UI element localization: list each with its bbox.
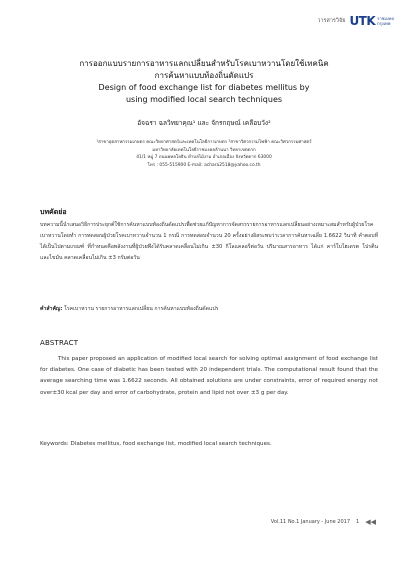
author-names: อัจฉรา ฉลวิทยาคุณ¹ และ จักรกฤษณ์ เคลือบวัง²: [137, 119, 271, 127]
abstract-english-block: [40, 354, 378, 399]
keywords-english: [40, 441, 378, 447]
abstract-english-body: This paper proposed an application of modified local search for solving optimal assignment of food exchange list for diabetes. One case of diabetic has been tested with 20 independent trials. The computational result found that the average searching time was 1.6622 seconds. All obtained solutions are under constraints, error of required energy not over±30 kcal per day and error of carbohydrate, protein and lipid not over ±3 g per day.: [40, 356, 378, 396]
affiliation-line1: ¹สาขาอุตสาหกรรมเกษตร คณะวิทยาศาสตร์และเทคโนโลยีการเกษตร ²สาขาวิศวกรรมไฟฟ้า คณะวิศวกรรมศาสตร์: [96, 140, 312, 145]
page-number: 1: [356, 519, 360, 525]
logo-text: [377, 16, 394, 26]
issue-info: Vol.11 No.1 January - June 2017: [270, 519, 351, 525]
journal-header: [317, 14, 394, 28]
keywords-thai: [40, 305, 378, 313]
logo-text-line2: กรุงเทพ: [377, 21, 391, 26]
title-english-line1: Design of food exchange list for diabetes mellitus by: [98, 83, 310, 92]
affiliation-contact: โทร : 055-515900 E-mail: achara2518@yahoo.co.th: [147, 162, 261, 168]
abstract-thai-heading: บทคัดย่อ: [40, 208, 67, 216]
title-block: [30, 58, 378, 106]
title-english-line2: using modified local search techniques: [125, 95, 283, 104]
affiliation-line2: มหาวิทยาลัยเทคโนโลยีราชมงคลล้านนา วิทยาเขตตาก: [152, 147, 256, 153]
affiliation: [40, 139, 368, 169]
abstract-thai-body: บทความนี้นำเสนอวิธีการประยุกต์ใช้การค้นหาแบบท้องถิ่นดัดแปรเพื่อช่วยแก้ปัญหาการจัดสรรรายการอาหารแลกเปลี่ยนอย่างเหมาะสมสำหรับผู้ป่วยโรคเบาหวานโดยทำ การทดสอบผู้ป่วยโรคเบาหวานจำนวน 1 กรณี การทดสอบจำนวน 20 ครั้งอย่างอิสระพบว่าเวลาการค้นหาเฉลี่ย 1.6622 วินาที คำตอบที่ได้เป็นไปตามเกณฑ์ ที่กำหนดคือพลังงานที่ผู้ป่วยพึงได้รับคลาดเคลื่อนไม่เกิน ±30 กิโลแคลอรีต่อวัน ปริมาณสารอาหาร ได้แก่ คาร์โบไฮเดรต โปรตีน และไขมัน คลาดเคลื่อนไม่เกิน ±3 กรัมต่อวัน: [40, 222, 378, 261]
affiliation-line3: 41/1 หมู่ 7 ถนนพหลโยธิน ตำบลไม้งาม อำเภอเมือง จังหวัดตาก 63000: [136, 155, 272, 160]
keywords-english-text: Diabetes mellitus, food exchange list, modified local search techniques.: [70, 441, 272, 447]
journal-name: วารสารวิจัย: [317, 18, 346, 24]
keywords-thai-label: คำสำคัญ:: [40, 306, 63, 312]
title-thai-line1: การออกแบบรายการอาหารแลกเปลี่ยนสำหรับโรคเบาหวานโดยใช้เทคนิค: [79, 59, 329, 68]
university-logo: [349, 14, 394, 28]
page-footer: [271, 518, 376, 526]
logo-mark: UTK: [349, 14, 376, 28]
title-thai-line2: การค้นหาแบบท้องถิ่นดัดแปร: [154, 71, 254, 80]
keywords-thai-text: โรคเบาหวาน รายการอาหารแลกเปลี่ยน การค้นหาแบบท้องถิ่นดัดแปร: [64, 306, 219, 312]
logo-text-line1: ราชมงคล: [377, 16, 394, 21]
abstract-english-heading: ABSTRACT: [40, 339, 79, 347]
double-arrow-left-icon: ◀◀: [365, 518, 376, 526]
keywords-english-label: Keywords:: [40, 441, 69, 447]
